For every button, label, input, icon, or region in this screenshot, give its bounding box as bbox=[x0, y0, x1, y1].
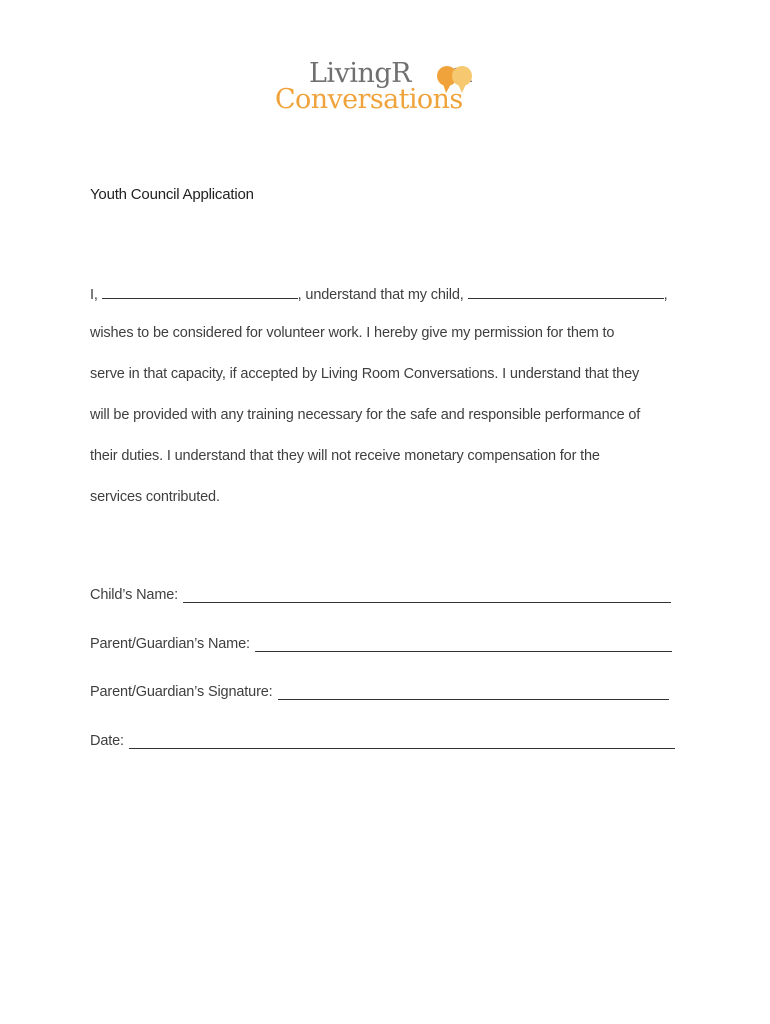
parent-signature-label: Parent/Guardian’s Signature: bbox=[90, 684, 273, 700]
living-room-conversations-logo bbox=[273, 58, 503, 120]
paragraph-text: , understand that my child, bbox=[297, 287, 464, 303]
date-label: Date: bbox=[90, 733, 124, 749]
paragraph-text: , bbox=[663, 287, 668, 303]
child-name-field bbox=[90, 587, 671, 603]
logo-text-conversations: Conversations bbox=[275, 84, 463, 115]
paragraph-line-4: will be provided with any training necessary for the safe and responsible performance of bbox=[90, 407, 641, 423]
parent-name-label: Parent/Guardian’s Name: bbox=[90, 636, 250, 652]
paragraph-line-6: services contributed. bbox=[90, 489, 220, 505]
parent-signature-field bbox=[90, 684, 669, 700]
child-name-line[interactable] bbox=[183, 588, 671, 603]
parent-name-field bbox=[90, 636, 672, 652]
paragraph-line-5: their duties. I understand that they will not receive monetary compensation for the bbox=[90, 448, 600, 464]
child-name-label: Child’s Name: bbox=[90, 587, 179, 603]
parent-name-line[interactable] bbox=[255, 637, 672, 652]
paragraph-line-2: wishes to be considered for volunteer work. I hereby give my permission for them to bbox=[90, 325, 615, 341]
parent-name-blank[interactable] bbox=[102, 284, 298, 299]
paragraph-line-3: serve in that capacity, if accepted by Living Room Conversations. I understand that they bbox=[90, 366, 640, 382]
paragraph-text: I, bbox=[90, 287, 98, 303]
logo-text-livingroom: LivingR bbox=[309, 58, 411, 89]
paragraph-line-1 bbox=[90, 284, 690, 303]
date-line[interactable] bbox=[129, 734, 675, 749]
date-field bbox=[90, 733, 675, 749]
page-title: Youth Council Application bbox=[90, 186, 254, 203]
child-name-blank[interactable] bbox=[468, 284, 664, 299]
parent-signature-line[interactable] bbox=[278, 685, 669, 700]
